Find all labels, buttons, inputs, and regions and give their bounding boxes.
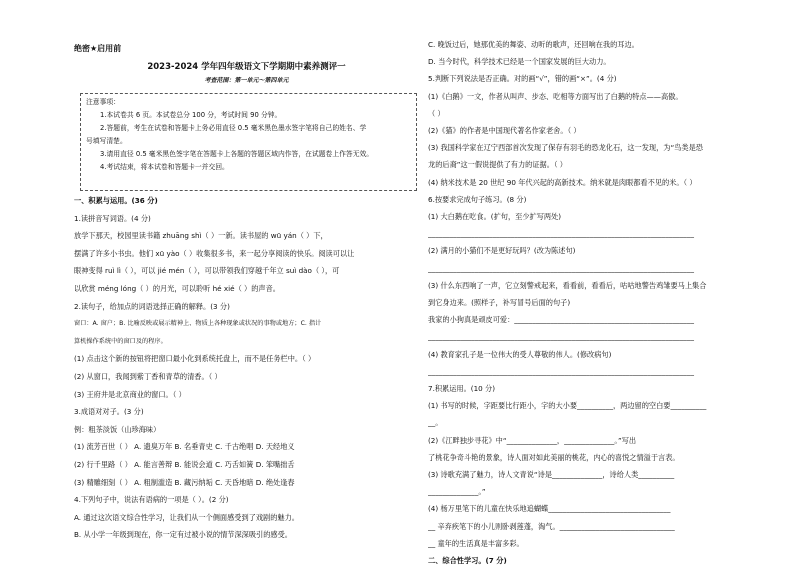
- question-line: 放学下那天，校园里读书籍 zhuāng shì（ ）一新。读书屋的 wū yán（ ）下，: [74, 231, 328, 241]
- question-line: （ ）: [428, 108, 445, 118]
- question-line: (1)《白鹅》一文，作者从叫声、步态、吃相等方面写出了白鹅的特点——高傲。: [428, 91, 683, 101]
- section-heading: 二、综合性学习。(7 分): [428, 556, 507, 565]
- question-line: 6.按要求完成句子练习。(8 分): [428, 194, 527, 204]
- question-line: C. 晚饭过后，她那优美的舞姿、动听的歌声，还回响在我的耳边。: [428, 40, 639, 49]
- notice-item: 2.答题前，考生在试卷和答题卡上务必用直径 0.5 毫米黑色墨水签字笔将自己的姓名、学: [100, 124, 367, 132]
- exam-scope: 考查范围：第一单元～第四单元: [204, 77, 289, 84]
- question-line: 4.下列句子中，说法有语病的一项是（ ）。(2 分): [74, 495, 229, 505]
- question-line: 到它身边来。(照样子，补写冒号后面的句子): [428, 298, 571, 307]
- question-line: 龙的后裔”这一假说提供了有力的证据。（ ）: [428, 160, 567, 170]
- question-line: 窗口：A. 窗户；B. 比喻反映或展示精神上、物质上各种现象或状况的事物或地方；C. 指计: [74, 320, 322, 328]
- question-line: (1) 流芳百世（ ） A. 遗臭万年 B. 名垂青史 C. 千古绝唱 D. 天经地义: [74, 442, 295, 452]
- question-line: (3) 诗歌充满了魅力，诗人文青说“诗是______________，诗给人类__________: [428, 470, 675, 479]
- question-line: (1) 书写的时候，字距要比行距小，字的大小要__________，两边留的空白要__________: [428, 401, 707, 411]
- question-line: 了桃花争奇斗艳的景象，诗人面对如此美丽的桃花，内心的喜悦之情溢于言表。: [428, 452, 680, 462]
- question-line: (2)《江畔独步寻花》中“______________，______________。”写出: [428, 435, 637, 445]
- question-line: 以欣赏 méng lóng（ ）的月光，可以聆听 hé xié（ ）的声音。: [74, 284, 280, 293]
- notice-box: [80, 93, 417, 191]
- question-line: (2) 满月的小猫们不是更好玩吗？(改为陈述句): [428, 246, 576, 256]
- question-line: 3.成语对对子。(3 分): [74, 407, 144, 417]
- question-line: __________________________________________________________________________: [428, 366, 694, 376]
- notice-item: 3.请用直径 0.5 毫米黑色签字笔在答题卡上各题的答题区域内作答，在试题卷上作答无效。: [100, 150, 374, 158]
- secret-label: 绝密★启用前: [74, 44, 122, 53]
- question-line: (3) 什么东西响了一声，它立刻警戒起来，看看前，看看后，咕咕地警告鸡雏要马上集合: [428, 280, 707, 290]
- exam-title: 2023-2024 学年四年级语文下学期期中素养测评一: [147, 62, 346, 72]
- question-line: (3) 王府井是北京商业的窗口。（ ）: [74, 389, 186, 399]
- question-line: __________________________________________________________________________: [428, 332, 694, 342]
- question-line: 1.读拼音写词语。(4 分): [74, 213, 151, 223]
- section-heading: 一、积累与运用。(36 分): [74, 196, 158, 205]
- question-line: (4) 纳米技术是 20 世纪 90 年代兴起的高新技术。纳米就是肉眼都看不见的米。（ ）: [428, 177, 697, 187]
- question-line: (3) 我国科学家在辽宁西部首次发现了保存有羽毛的恐龙化石，这一发现，为“鸟类是恐: [428, 143, 703, 153]
- question-line: B. 从小学一年级到现在，你一定有过被小说的情节深深吸引的感受。: [74, 530, 292, 540]
- question-line: 我家的小狗真是顽皮可爱：__________________________________________________: [428, 315, 694, 325]
- question-line: (3) 精雕细刻（ ） A. 粗制滥造 B. 藏污纳垢 C. 天昏地暗 D. 绝处逢春: [74, 477, 295, 487]
- question-line: __________________________________________________________________________: [428, 263, 694, 273]
- question-line: __ 童年的生活真是丰富多彩。: [428, 538, 524, 548]
- question-line: (2)《猫》的作者是中国现代著名作家老舍。（ ）: [428, 126, 581, 135]
- question-line: 7.积累运用。(10 分): [428, 384, 496, 393]
- notice-item: 号填写清楚。: [86, 137, 127, 145]
- question-line: 例：粗茶淡饭（山珍海味）: [74, 424, 161, 434]
- question-line: 算机操作系统中的窗口及的程序。: [74, 337, 167, 345]
- question-line: __________________________________________________________________________: [428, 229, 694, 239]
- question-line: 摆满了许多小书虫。他们 xū yào（ ）收集很多书，来一起分享阅读的快乐。阅读可以让: [74, 248, 355, 258]
- question-line: __ 辛弃疾笔下的小儿则卧剥莲蓬，淘气。________________________________: [428, 521, 675, 531]
- notice-item: 4.考试结束，将本试卷和答题卡一并交回。: [100, 163, 229, 171]
- question-line: (4) 杨万里笔下的儿童在快乐地追蝴蝶__________________________________: [428, 504, 671, 514]
- question-line: 5.判断下列说法是否正确。对的画“√”，错的画“×”。(4 分): [428, 74, 617, 84]
- notice-heading: 注意事项：: [86, 98, 120, 106]
- question-line: (1) 点击这个新的按钮将把窗口最小化到系统托盘上，而不是任务栏中。（ ）: [74, 354, 316, 364]
- question-line: D. 当今时代，科学技术已经是一个国家发展的巨大动力。: [428, 57, 611, 67]
- notice-item: 1.本试卷共 6 页。本试卷总分 100 分，考试时间 90 分钟。: [100, 111, 282, 119]
- question-line: (4) 教育家孔子是一位伟大的受人尊敬的伟人。(修改病句): [428, 349, 612, 359]
- question-line: (2) 行千里路（ ） A. 能言善辩 B. 能说会道 C. 巧舌如簧 D. 笨嘴拙舌: [74, 460, 295, 469]
- question-line: A. 通过这次语文综合性学习，让我们从一个侧面感受到了戏剧的魅力。: [74, 512, 299, 522]
- question-line: ______________。”: [428, 487, 486, 497]
- question-line: 眼神变得 ruì lì（ ），可以 jié mén（ ），可以带领我们穿越千年立 suì dào（ ），可: [74, 266, 340, 276]
- question-line: __。: [428, 418, 443, 428]
- question-line: 2.读句子，给加点的词语选择正确的解释。(3 分): [74, 301, 230, 311]
- question-line: (2) 从窗口，我闻到紫丁香和青草的清香。（ ）: [74, 372, 222, 381]
- question-line: (1) 大白鹅在吃食。(扩句，至少扩写两处): [428, 212, 562, 221]
